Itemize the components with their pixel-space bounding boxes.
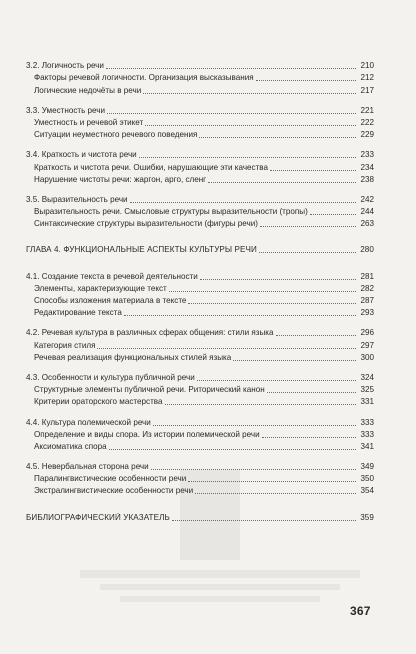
toc-entry [26,83,374,95]
toc-entry-title: 3.3. Уместность речи [26,105,106,115]
toc-entry [26,148,374,160]
dot-leader [262,437,356,438]
toc-entry [26,326,374,338]
toc-entry-title: Краткость и чистота речи. Ошибки, нарушающие эти качества [34,162,269,172]
toc-entry-page: 341 [360,441,374,451]
dot-leader [172,520,356,521]
toc-entry-title: Аксиоматика спора [34,441,107,451]
toc-entry [26,510,374,522]
toc-entry-title: 4.3. Особенности и культура публичной речи [26,372,195,382]
dot-leader [197,380,356,381]
page-number: 367 [350,604,371,618]
toc-chapter-4 [26,243,374,255]
dot-leader [259,252,356,253]
table-of-contents [26,59,374,523]
toc-entry-page: 229 [360,130,374,140]
toc-entry-title: 3.4. Краткость и чистота речи [26,150,137,160]
toc-entry-page: 234 [360,162,374,172]
toc-entry-title: Редактирование текста [34,308,122,318]
toc-entry [26,440,374,452]
dot-leader [143,93,356,94]
toc-entry-page: 324 [360,372,374,382]
toc-entry-page: 293 [360,308,374,318]
toc-entry-page: 212 [360,73,374,83]
toc-entry [26,205,374,217]
toc-entry [26,116,374,128]
toc-entry-title: Синтаксические структуры выразительности (фигуры речи) [34,219,258,229]
toc-entry-page: 282 [360,283,374,293]
dot-leader [106,68,356,69]
toc-entry-page: 297 [360,340,374,350]
toc-entry [26,104,374,116]
toc-entry-page: 217 [360,85,374,95]
toc-entry [26,428,374,440]
toc-entry-title: БИБЛИОГРАФИЧЕСКИЙ УКАЗАТЕЛЬ [26,512,170,522]
toc-entry-title: ГЛАВА 4. ФУНКЦИОНАЛЬНЫЕ АСПЕКТЫ КУЛЬТУРЫ РЕЧИ [26,245,257,255]
toc-entry-title: 3.5. Выразительность речи [26,194,128,204]
toc-entry-title: Способы изложения материала в тексте [34,296,187,305]
dot-leader [188,303,356,304]
toc-entry [26,338,374,350]
toc-entry [26,217,374,229]
toc-entry-title: 4.2. Речевая культура в различных сферах общения: стили языка [26,328,274,338]
toc-entry-title: Экстралингвистические особенности речи [34,486,194,496]
toc-entry [26,294,374,306]
toc-entry-title: Паралингвистические особенности речи [34,474,187,484]
dot-leader [109,449,356,450]
toc-entry-title: 3.2. Логичность речи [26,61,104,71]
dot-leader [107,113,356,114]
dot-leader [208,182,356,183]
toc-entry-page: 350 [360,474,374,484]
toc-entry-page: 354 [360,486,374,496]
toc-entry-title: Речевая реализация функциональных стилей языка [34,352,232,362]
toc-entry-title: Выразительность речи. Смысловые структуры выразительности (тропы) [34,207,308,217]
toc-entry-page: 333 [360,429,374,439]
dot-leader [195,493,356,494]
dot-leader [139,157,356,158]
dot-leader [188,481,356,482]
toc-entry-title: Определение и виды спора. Из истории полемической речи [34,429,260,439]
dot-leader [153,425,356,426]
toc-entry-page: 244 [360,207,374,217]
dot-leader [130,202,356,203]
dot-leader [199,137,356,138]
toc-entry-page: 263 [360,219,374,229]
toc-entry [26,472,374,484]
toc-entry [26,71,374,83]
toc-entry [26,193,374,205]
toc-entry [26,243,374,255]
toc-entry [26,269,374,281]
toc-entry-page: 210 [360,61,374,71]
dot-leader [267,392,356,393]
toc-entry [26,59,374,71]
toc-entry-title: Категория стиля [34,340,96,350]
toc-entry-title: Ситуации неуместного речевого поведения [34,130,198,140]
toc-entry-page: 221 [360,105,374,115]
toc-entry-page: 296 [360,328,374,338]
toc-entry-page: 242 [360,194,374,204]
toc-entry [26,306,374,318]
toc-entry-title: Уместность и речевой этикет [34,117,144,127]
dot-leader [124,315,356,316]
toc-entry [26,160,374,172]
dot-leader [200,279,356,280]
toc-entry-title: Факторы речевой логичности. Организация высказывания [34,73,254,83]
toc-entry-page: 333 [360,417,374,427]
toc-entry [26,484,374,496]
toc-entry-title: 4.5. Невербальная сторона речи [26,462,149,472]
toc-entry [26,415,374,427]
toc-entry-page: 281 [360,271,374,281]
toc-entry-page: 349 [360,462,374,472]
toc-entry-title: 4.1. Создание текста в речевой деятельности [26,271,198,281]
dot-leader [165,404,357,405]
dot-leader [97,348,356,349]
dot-leader [276,335,356,336]
toc-entry [26,395,374,407]
toc-entry-page: 233 [360,150,374,160]
toc-entry-title: 4.4. Культура полемической речи [26,417,151,427]
toc-entry-page: 287 [360,296,374,305]
toc-bibliography [26,510,374,522]
toc-entry [26,383,374,395]
toc-entry-title: Логические недочёты в речи [34,85,142,95]
toc-entry [26,371,374,383]
toc-entry-title: Структурные элементы публичной речи. Риторический канон [34,385,265,395]
dot-leader [260,226,356,227]
toc-entry-title: Элементы, характеризующие текст [34,283,167,293]
toc-entry-page: 280 [360,245,374,255]
toc-section-4 [26,269,374,496]
toc-entry-page: 359 [360,512,374,522]
toc-entry-title: Критерии ораторского мастерства [34,397,163,407]
toc-entry [26,460,374,472]
dot-leader [256,80,356,81]
toc-section-3 [26,59,374,229]
toc-entry-page: 325 [360,385,374,395]
toc-entry-page: 331 [360,397,374,407]
toc-entry-page: 300 [360,352,374,362]
dot-leader [169,291,356,292]
dot-leader [145,125,356,126]
dot-leader [233,360,356,361]
toc-entry [26,282,374,294]
dot-leader [270,170,356,171]
toc-entry-title: Нарушение чистоты речи: жаргон, арго, сленг [34,174,207,184]
dot-leader [310,214,356,215]
toc-entry-page: 222 [360,117,374,127]
toc-entry [26,128,374,140]
toc-entry [26,351,374,363]
toc-entry-page: 238 [360,174,374,184]
dot-leader [151,469,356,470]
toc-entry [26,173,374,185]
